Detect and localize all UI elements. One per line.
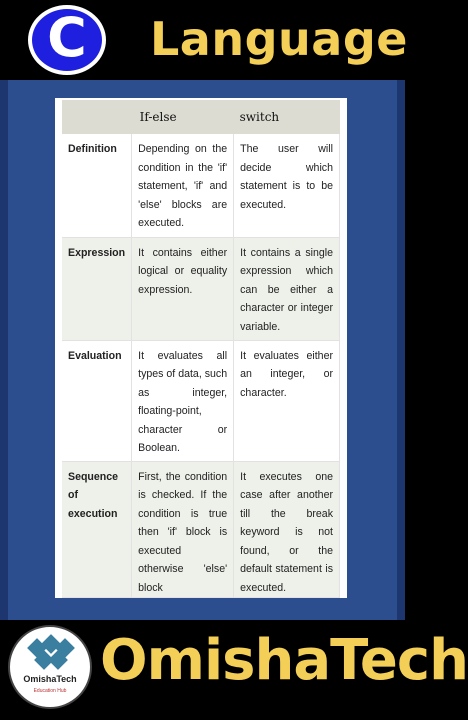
table-row <box>62 134 340 237</box>
switch-cell: It contains a single expression which can be either a character or integer variable. <box>234 237 340 340</box>
row-label: Definition <box>62 134 132 237</box>
logo-letter: C <box>47 6 87 69</box>
logo-text: OmishaTech <box>23 674 77 684</box>
table-row <box>62 340 340 461</box>
table-row <box>62 237 340 340</box>
table-row <box>62 461 340 598</box>
switch-cell: The user will decide which statement is to be executed. <box>234 134 340 237</box>
c-language-logo-icon <box>28 5 106 75</box>
footer-bar <box>0 620 468 720</box>
comparison-table <box>62 100 340 598</box>
comparison-card <box>55 98 347 598</box>
table-header-cell: switch <box>234 100 340 134</box>
header-bar <box>0 0 408 80</box>
ifelse-cell: Depending on the condition in the 'if' statement, 'if' and 'else' blocks are executed. <box>132 134 234 237</box>
ifelse-cell: First, the condition is checked. If the condition is true then 'if' block is executed otherwise 'else' block <box>132 461 234 598</box>
row-label: Expression <box>62 237 132 340</box>
ifelse-cell: It evaluates all types of data, such as integer, floating-point, character or Boolean. <box>132 340 234 461</box>
header-title: Language <box>150 12 408 66</box>
logo-subtext: Education Hub <box>33 688 67 694</box>
table-header-row <box>62 100 340 134</box>
switch-cell: It executes one case after another till the break keyword is not found, or the default statement is executed. <box>234 461 340 598</box>
omishatech-logo-icon <box>8 625 92 709</box>
table-header-cell <box>62 100 132 134</box>
footer-brand-title: OmishaTech <box>100 628 468 693</box>
row-label: Evaluation <box>62 340 132 461</box>
ifelse-cell: It contains either logical or equality expression. <box>132 237 234 340</box>
row-label: Sequence of execution <box>62 461 132 598</box>
table-header-cell: If-else <box>132 100 234 134</box>
switch-cell: It evaluates either an integer, or character. <box>234 340 340 461</box>
